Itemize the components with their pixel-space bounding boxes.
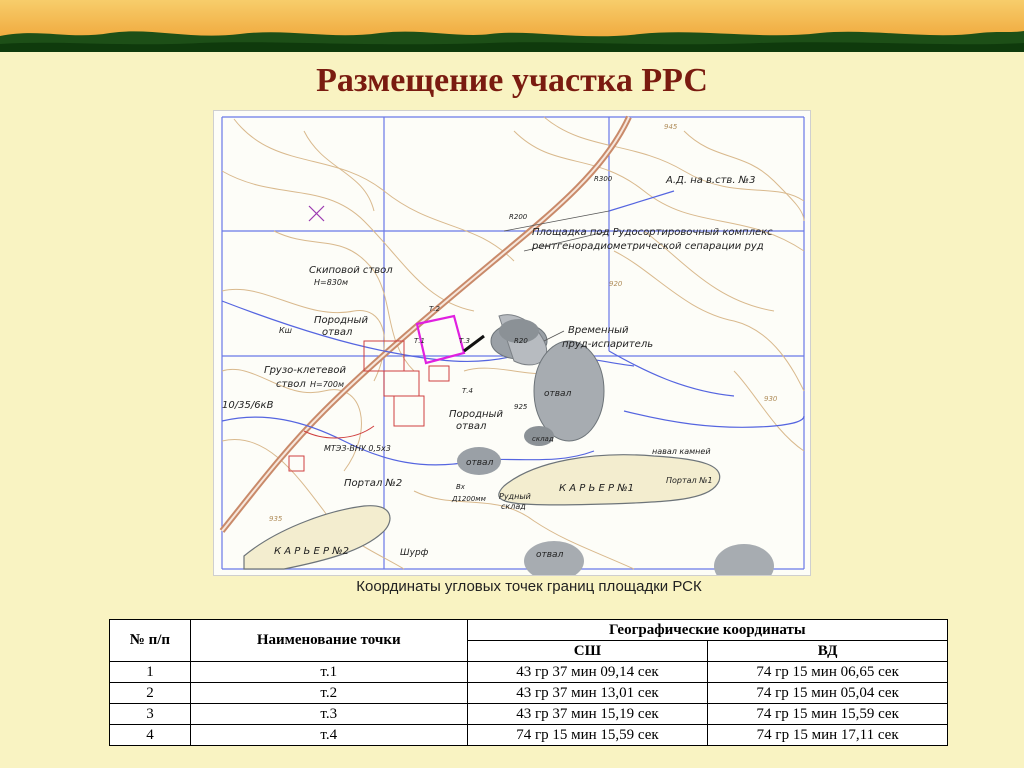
header-band bbox=[0, 0, 1024, 58]
map-label-cargo-shaft-h: H=700м bbox=[310, 380, 345, 389]
map-label-cargo-shaft-2: ствол bbox=[276, 379, 306, 390]
cell-lat: 43 гр 37 мин 09,14 сек bbox=[467, 662, 708, 683]
map-label-skip-shaft: Скиповой ствол bbox=[309, 265, 393, 276]
map-label-platform-2: рентгенорадиометрической сепарации руд bbox=[532, 241, 764, 252]
header-lon: ВД bbox=[708, 641, 948, 662]
map-label-r20: R20 bbox=[514, 337, 528, 345]
map-label-cargo-shaft-1: Грузо-клетевой bbox=[264, 365, 346, 376]
slide-title: Размещение участка РРС bbox=[316, 62, 708, 99]
map-label-t3: Т.3 bbox=[459, 337, 470, 345]
map-label-rock-dump-2b: отвал bbox=[456, 421, 487, 432]
map-label-temp-pond-2: пруд-испаритель bbox=[562, 339, 654, 350]
map-label-quarry-1: К А Р Ь Е Р №1 bbox=[559, 483, 635, 494]
map-label-cave-store: склад bbox=[532, 435, 554, 443]
map-label-elev-945: 945 bbox=[664, 123, 678, 131]
cell-lat: 74 гр 15 мин 15,59 сек bbox=[467, 725, 708, 746]
map-label-platform-1: Площадка под Рудосортировочный комплекс bbox=[532, 227, 773, 238]
table-row bbox=[110, 662, 948, 683]
cell-name: т.3 bbox=[190, 704, 467, 725]
map-label-rock-dump-2: Породный bbox=[449, 409, 503, 420]
map-label-elev-920: 920 bbox=[609, 280, 623, 288]
header-geo: Географические координаты bbox=[467, 620, 947, 641]
map-label-t2: Т.2 bbox=[429, 305, 440, 313]
map-label-t1: Т.1 bbox=[414, 337, 425, 345]
map-label-r300: R300 bbox=[594, 175, 613, 183]
cell-lon: 74 гр 15 мин 05,04 сек bbox=[708, 683, 948, 704]
cell-name: т.4 bbox=[190, 725, 467, 746]
map-label-dump-c: отвал bbox=[536, 550, 564, 560]
cell-num: 4 bbox=[110, 725, 191, 746]
map-label-skip-shaft-h: H=830м bbox=[314, 278, 349, 287]
cell-num: 2 bbox=[110, 683, 191, 704]
map-label-elev-935: 935 bbox=[269, 515, 283, 523]
map-label-ore-store-2: склад bbox=[501, 502, 526, 511]
map-caption: Координаты угловых точек границ площадки РСК bbox=[356, 578, 702, 595]
map-label-ksh: Кш bbox=[279, 326, 292, 335]
table-row bbox=[110, 683, 948, 704]
cell-num: 1 bbox=[110, 662, 191, 683]
map-label-r200: R200 bbox=[509, 213, 528, 221]
map-label-shurf: Шурф bbox=[400, 548, 429, 558]
map-label-ad-road: А.Д. на в.ств. №3 bbox=[666, 175, 756, 186]
cell-lat: 43 гр 37 мин 13,01 сек bbox=[467, 683, 708, 704]
map-label-dump-b: отвал bbox=[466, 458, 494, 468]
map-label-portal-2: Портал №2 bbox=[344, 478, 403, 489]
table-row bbox=[110, 704, 948, 725]
header-name: Наименование точки bbox=[190, 620, 467, 662]
site-map bbox=[213, 110, 811, 576]
map-label-t4: Т.4 bbox=[462, 387, 473, 395]
map-label-elev-930: 930 bbox=[764, 395, 778, 403]
map-label-d1200: Д1200мм bbox=[452, 495, 486, 503]
coordinates-table bbox=[109, 619, 948, 746]
cell-lon: 74 гр 15 мин 15,59 сек bbox=[708, 704, 948, 725]
cell-lon: 74 гр 15 мин 17,11 сек bbox=[708, 725, 948, 746]
map-label-elev-925: 925 bbox=[514, 403, 528, 411]
table-row bbox=[110, 725, 948, 746]
header-lat: СШ bbox=[467, 641, 708, 662]
map-label-ore-store-1: Рудный bbox=[499, 492, 531, 501]
map-label-naval: навал камней bbox=[652, 447, 711, 456]
map-label-rock-dump-1b: отвал bbox=[322, 327, 353, 338]
map-label-cable: МТЭЗ-ВНУ 0,5х3 bbox=[324, 444, 391, 453]
map-label-rock-dump-1: Породный bbox=[314, 315, 368, 326]
cell-num: 3 bbox=[110, 704, 191, 725]
cell-lat: 43 гр 37 мин 15,19 сек bbox=[467, 704, 708, 725]
cell-name: т.1 bbox=[190, 662, 467, 683]
map-label-quarry-2: К А Р Ь Е Р №2 bbox=[274, 546, 350, 557]
map-label-dump-a: отвал bbox=[544, 389, 572, 399]
map-label-portal-1: Портал №1 bbox=[666, 476, 713, 485]
header-num: № п/п bbox=[110, 620, 191, 662]
cell-lon: 74 гр 15 мин 06,65 сек bbox=[708, 662, 948, 683]
map-label-temp-pond-1: Временный bbox=[568, 325, 629, 336]
map-label-voltage: 10/35/6кВ bbox=[222, 400, 274, 411]
map-label-vk: Вх bbox=[456, 483, 465, 491]
cell-name: т.2 bbox=[190, 683, 467, 704]
